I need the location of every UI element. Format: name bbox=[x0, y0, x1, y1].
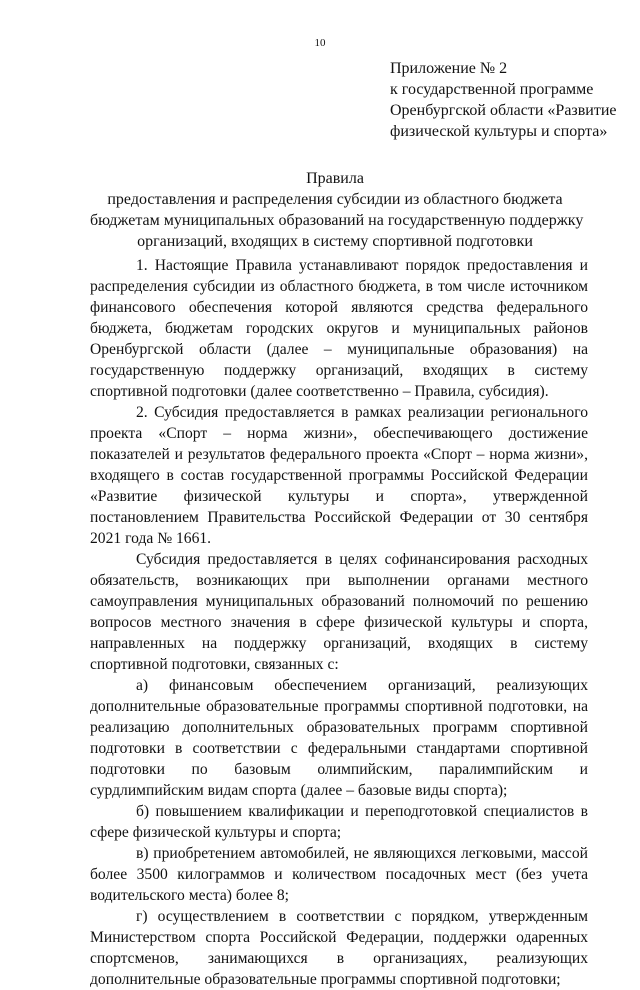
title-line: организаций, входящих в систему спортивной подготовки bbox=[137, 233, 533, 250]
appendix-line: физической культуры и спорта» bbox=[390, 123, 608, 140]
title-line: бюджетам муниципальных образований на государственную поддержку bbox=[90, 212, 584, 229]
paragraph-item-v: в) приобретением автомобилей, не являющихся легковыми, массой более 3500 килограммов и количеством посадочных мест (без учета водительского места) более 8; bbox=[90, 845, 588, 904]
appendix-line: к государственной программе bbox=[390, 81, 594, 98]
paragraph-item-a: а) финансовым обеспечением организаций, реализующих дополнительные образовательные программы спортивной подготовки, на реализацию дополнительных образовательных программ спортивной подготовки в соответствии с федеральными стандартами спортивной подготовки по базовым олимпийским, паралимпийским и сурдлимпийским видам спорта (далее – базовые виды спорта); bbox=[90, 677, 588, 799]
document-title bbox=[90, 168, 584, 252]
appendix-line: Оренбургской области «Развитие bbox=[390, 102, 617, 119]
paragraph-3: Субсидия предоставляется в целях софинансирования расходных обязательств, возникающих при выполнении органами местного самоуправления муниципальных образований полномочий по решению вопросов местного значения в сфере физической культуры и спорта, направленных на поддержку организаций, входящих в систему спортивной подготовки, связанных с: bbox=[90, 551, 588, 673]
body-text bbox=[90, 255, 588, 990]
paragraph-1: 1. Настоящие Правила устанавливают порядок предоставления и распределения субсидии из областного бюджета, в том числе источником финансового обеспечения которой являются средства федерального бюджета, бюджетам городских округов и муниципальных районов Оренбургской области (далее – муниципальные образования) на государственную поддержку организаций, входящих в систему спортивной подготовки (далее соответственно – Правила, субсидия). bbox=[90, 257, 588, 400]
title-line: предоставления и распределения субсидии из областного бюджета bbox=[107, 191, 563, 208]
appendix-header bbox=[390, 58, 630, 142]
appendix-line: Приложение № 2 bbox=[390, 60, 508, 77]
title-heading: Правила bbox=[306, 170, 364, 187]
paragraph-2: 2. Субсидия предоставляется в рамках реализации регионального проекта «Спорт – норма жизни», обеспечивающего достижение показателей и результатов федерального проекта «Спорт – норма жизни», входящего в состав государственной программы Российской Федерации «Развитие физической культуры и спорта», утвержденной постановлением Правительства Российской Федерации от 30 сентября 2021 года № 1661. bbox=[90, 404, 588, 547]
paragraph-item-b: б) повышением квалификации и переподготовкой специалистов в сфере физической культуры и спорта; bbox=[90, 803, 588, 841]
paragraph-item-g: г) осуществлением в соответствии с порядком, утвержденным Министерством спорта Российской Федерации, поддержки одаренных спортсменов, занимающихся в организациях, реализующих дополнительные образовательные программы спортивной подготовки; bbox=[90, 908, 588, 988]
page-number: 10 bbox=[314, 37, 326, 49]
